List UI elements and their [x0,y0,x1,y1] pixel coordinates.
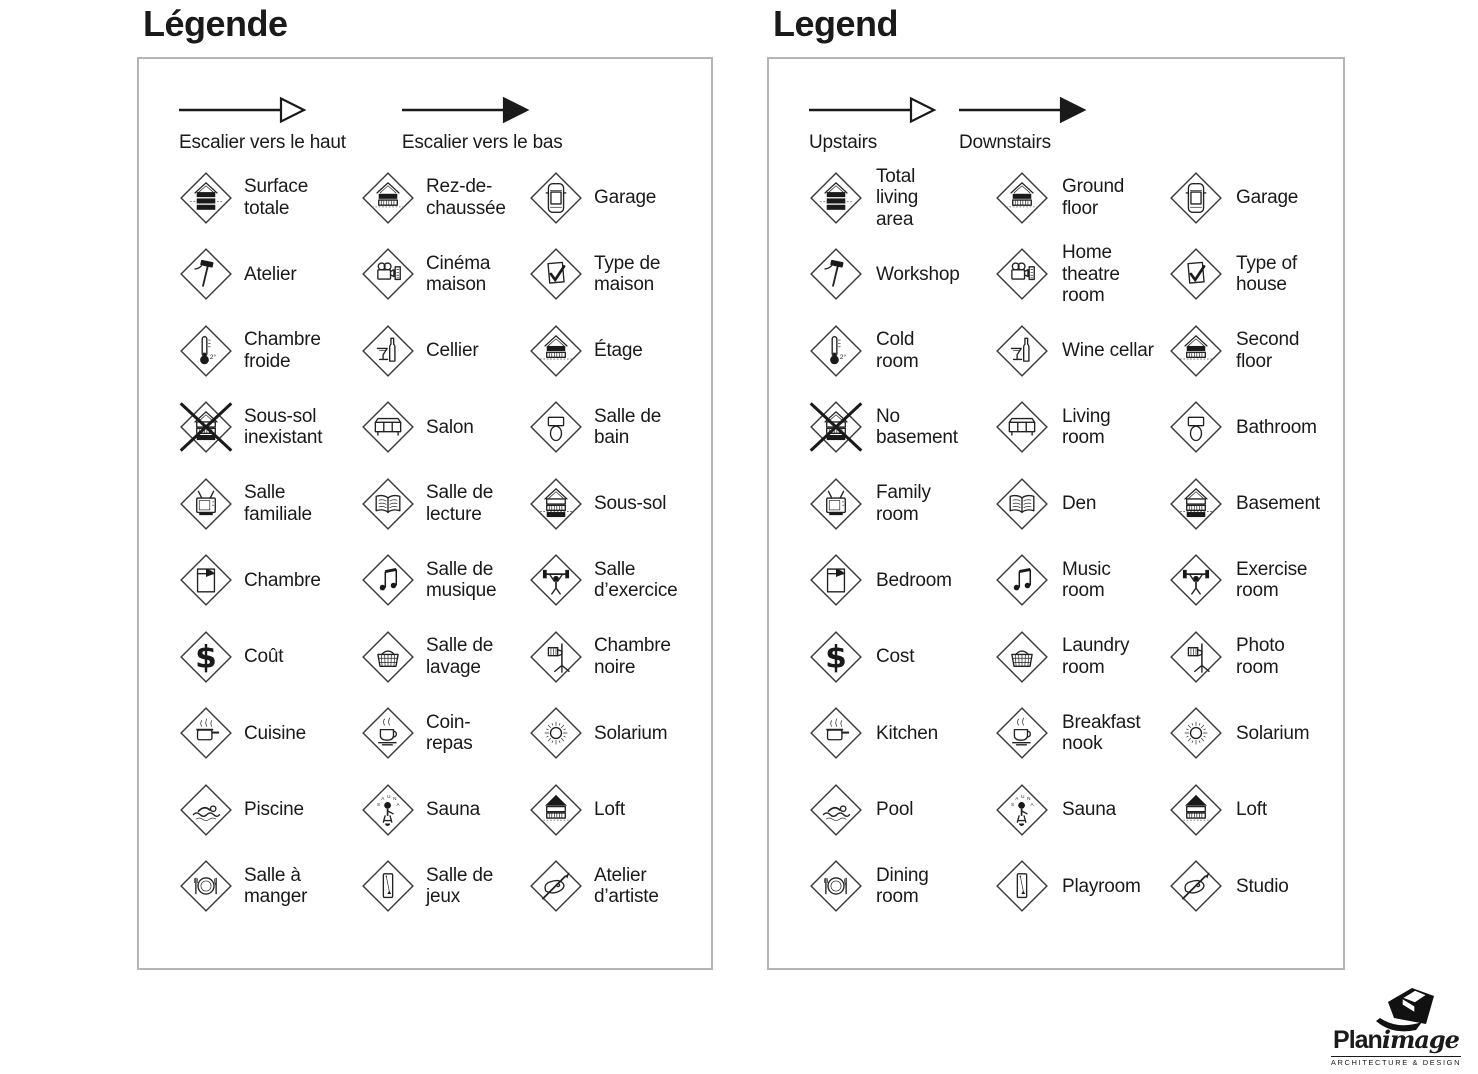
house-basement-icon [529,477,583,531]
legend-panel-english [767,4,1345,970]
svg-text:U: U [1021,793,1025,799]
plate-icon [809,859,863,913]
no-basement-icon [179,400,233,454]
planimage-logo-icon [1350,984,1442,1028]
legend-item-label: Salle de lecture [426,482,494,525]
page-title-english: Legend [773,3,899,44]
legend-grid-french [179,160,703,925]
hammer-icon [809,247,863,301]
legend-item-label: Studio [1236,875,1289,897]
legend-item-label: Solarium [594,722,668,744]
projector-icon [995,247,1049,301]
sauna-icon [995,783,1049,837]
legend-item-label: Exercise room [1236,558,1308,602]
legend-item-label: Breakfast nook [1062,711,1141,755]
legend-item-label: Pool [876,799,914,821]
legend-item-label: Basement [1236,493,1320,515]
house-loft-icon [1169,783,1223,837]
swimmer-icon [179,783,233,837]
cup-icon [995,706,1049,760]
legend-item-label: Atelier d’artiste [594,864,659,908]
enlarger-icon [1169,630,1223,684]
tv-icon [179,477,233,531]
legend-item-label: Salle de musique [426,558,497,602]
check-doc-icon [1169,247,1223,301]
legend-item-label: Loft [594,799,625,821]
check-doc-icon [529,247,583,301]
plate-icon [179,859,233,913]
legend-item-label: Second floor [1236,329,1300,372]
car-icon [529,171,583,225]
legend-grid-english [809,160,1335,925]
billiard-icon [361,859,415,913]
sofa-icon [995,400,1049,454]
legend-item-label: Sauna [1062,799,1116,821]
projector-icon [361,247,415,301]
legend-item-label: Étage [594,340,643,362]
tv-icon [809,477,863,531]
legend-item-label: Den [1062,493,1097,515]
music-icon [995,553,1049,607]
legend-item-label: Type de maison [594,252,661,296]
house-total-icon [179,171,233,225]
legend-panel-french [137,4,713,970]
legend-item-label: Surface totale [244,176,309,219]
upstairs-arrow-icon [179,95,346,125]
legend-item-label: Coin-repas [426,711,473,755]
legend-item-label: Cost [876,646,915,668]
thermometer-icon [179,324,233,378]
toilet-icon [1169,400,1223,454]
sun-icon [529,706,583,760]
legend-item-label: Salon [426,416,474,438]
legend-item-label: Total living area [876,165,919,230]
stairs-down-label: Escalier vers le bas [401,131,563,153]
legend-item-label: Chambre [244,569,321,591]
stairs-down-entry [959,95,1087,154]
svg-text:A: A [1030,801,1034,807]
downstairs-arrow-icon [402,95,563,125]
svg-text:$: $ [195,639,217,676]
legend-box-english [767,57,1345,970]
legend-item-label: Playroom [1062,875,1141,897]
weightlifter-icon [1169,553,1223,607]
legend-item-label: Salle de lavage [426,635,494,678]
pot-icon [809,706,863,760]
svg-text:N: N [393,795,397,801]
legend-item-label: Sous-sol inexistant [244,405,323,449]
legend-item-label: Ground floor [1062,176,1125,219]
house-second-icon [1169,324,1223,378]
car-icon [1169,171,1223,225]
svg-text:2°: 2° [209,353,217,361]
legend-box-french [137,57,713,970]
legend-item-label: Kitchen [876,722,938,744]
wine-icon [361,324,415,378]
house-total-icon [809,171,863,225]
house-ground-icon [361,171,415,225]
bed-icon [809,553,863,607]
legend-item-label: Laundry room [1062,635,1130,678]
stairs-up-label: Upstairs [809,131,878,153]
book-icon [361,477,415,531]
legend-item-label: Atelier [244,263,297,285]
stairs-up-label: Escalier vers le haut [179,131,346,153]
legend-item-label: Cinéma maison [426,252,491,296]
legend-item-label: Sous-sol [594,493,667,515]
book-icon [995,477,1049,531]
legend-item-label: Chambre noire [594,635,671,678]
legend-item-label: Dining room [876,864,929,908]
planimage-logo-wordmark [1333,1025,1459,1054]
upstairs-arrow-icon [809,95,937,125]
svg-text:N: N [1027,795,1031,801]
basket-icon [995,630,1049,684]
stairs-up-entry [809,95,937,154]
house-basement-icon [1169,477,1223,531]
legend-item-label: Chambre froide [244,329,321,372]
sun-icon [1169,706,1223,760]
sauna-icon [361,783,415,837]
legend-item-label: Photo room [1236,635,1285,678]
house-loft-icon [529,783,583,837]
legend-item-label: Cuisine [244,722,306,744]
logo-plan-text: Plan [1333,1026,1382,1054]
stairs-arrow-row [179,95,703,154]
legend-item-label: Salle de bain [594,405,662,449]
legend-item-label: Bedroom [876,569,952,591]
sofa-icon [361,400,415,454]
no-basement-icon [809,400,863,454]
thermometer-icon [809,324,863,378]
legend-item-label: Salle familiale [244,482,312,525]
legend-item-label: Music room [1062,558,1111,602]
palette-icon [529,859,583,913]
stairs-up-entry [179,95,346,154]
dollar-icon [809,630,863,684]
music-icon [361,553,415,607]
legend-item-label: Solarium [1236,722,1310,744]
legend-item-label: Cold room [876,329,919,372]
stairs-down-entry [402,95,563,154]
legend-item-label: Home theatre room [1062,242,1120,307]
svg-text:S: S [1011,801,1015,807]
pot-icon [179,706,233,760]
dollar-icon [179,630,233,684]
logo-image-text: image [1381,1025,1459,1054]
swimmer-icon [809,783,863,837]
cup-icon [361,706,415,760]
legend-item-label: Sauna [426,799,480,821]
legend-item-label: No basement [876,405,958,449]
svg-text:A: A [381,795,385,801]
hammer-icon [179,247,233,301]
svg-text:A: A [396,801,400,807]
enlarger-icon [529,630,583,684]
logo-tagline: ARCHITECTURE & DESIGN [1330,1058,1462,1067]
basket-icon [361,630,415,684]
legend-item-label: Garage [594,187,657,209]
legend-item-label: Wine cellar [1062,340,1154,362]
billiard-icon [995,859,1049,913]
planimage-logo [1322,984,1470,1067]
legend-item-label: Loft [1236,799,1267,821]
palette-icon [1169,859,1223,913]
legend-item-label: Coût [244,646,284,668]
house-ground-icon [995,171,1049,225]
legend-item-label: Piscine [244,799,304,821]
svg-text:U: U [387,793,391,799]
legend-item-label: Type of house [1236,252,1297,296]
legend-item-label: Salle à manger [244,864,308,908]
bed-icon [179,553,233,607]
legend-item-label: Garage [1236,187,1299,209]
toilet-icon [529,400,583,454]
svg-text:$: $ [825,639,847,676]
legend-item-label: Workshop [876,263,960,285]
legend-item-label: Salle d’exercice [594,558,678,602]
stairs-arrow-row [809,95,1335,154]
weightlifter-icon [529,553,583,607]
house-second-icon [529,324,583,378]
page-title-french: Légende [143,3,288,44]
legend-item-label: Salle de jeux [426,864,494,908]
stairs-down-label: Downstairs [959,131,1051,153]
legend-item-label: Rez-de-chaussée [426,176,506,219]
downstairs-arrow-icon [959,95,1087,125]
legend-item-label: Bathroom [1236,416,1317,438]
wine-icon [995,324,1049,378]
svg-text:2°: 2° [839,353,847,361]
svg-text:S: S [377,801,381,807]
svg-text:A: A [1015,795,1019,801]
legend-item-label: Living room [1062,405,1111,449]
legend-item-label: Family room [876,482,931,525]
legend-item-label: Cellier [426,340,479,362]
